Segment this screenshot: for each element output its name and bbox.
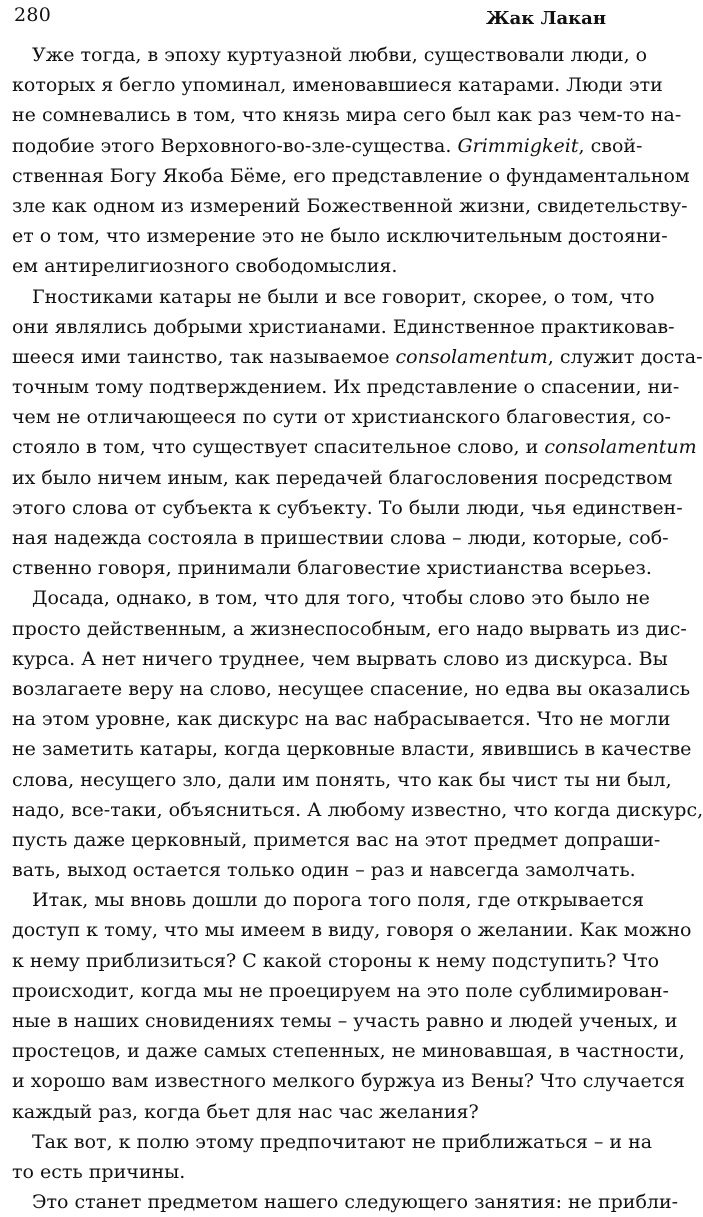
italic-term: consolamentum	[395, 345, 548, 368]
text-segment: подобие этого Верховного-во-зле-существа.	[12, 134, 458, 157]
text-line: то есть причины.	[12, 1160, 186, 1183]
text-segment: стояло в том, что существует спасительное слово, и	[12, 436, 545, 459]
running-head	[14, 4, 606, 34]
text-segment: , служит доста-	[547, 345, 703, 368]
text-line: ственная Богу Якоба Бёме, его представление о фундаментальном	[12, 164, 690, 187]
text-line: пусть даже церковный, примется вас на этот предмет допраши-	[12, 828, 661, 851]
text-line: просто действенным, а жизнеспособным, его надо вырвать из дис-	[12, 617, 687, 640]
text-line: Так вот, к полю этому предпочитают не приближаться – и на	[32, 1130, 653, 1153]
text-line: Это станет предметом нашего следующего занятия: не прибли-	[32, 1191, 679, 1214]
text-line: ные в наших сновидениях темы – участь равно и людей ученых, и	[12, 1010, 678, 1032]
text-line: ная надежда состояла в пришествии слова – люди, которые, соб-	[12, 527, 669, 549]
text-line: Уже тогда, в эпоху куртуазной любви, существовали люди, о	[32, 44, 648, 66]
paragraph	[12, 1187, 679, 1217]
text-line: возлагаете веру на слово, несущее спасение, но едва вы оказались	[12, 677, 691, 700]
text-line: этого слова от субъекта к субъекту. То были люди, чья единствен-	[12, 496, 683, 519]
text-line: простецов, и даже самых степенных, не миновавшая, в частности,	[12, 1040, 685, 1063]
text-line: слова, несущего зло, дали им понять, что как бы чист ты ни был,	[12, 768, 672, 791]
text-line: не сомневались в том, что князь мира сего был как раз чем-то на-	[12, 104, 682, 127]
text-line: происходит, когда мы не проецируем на это поле сублимирован-	[12, 979, 669, 1002]
text-line: и хорошо вам известного мелкого буржуа из Вены? Что случается	[12, 1070, 685, 1093]
text-line	[12, 432, 697, 462]
paragraph	[12, 40, 690, 282]
text-line: их было ничем иным, как передачей благословения посредством	[12, 466, 673, 489]
text-line	[12, 131, 643, 161]
body-text	[12, 40, 703, 1217]
text-line: к нему приблизиться? С какой стороны к нему подступить? Что	[12, 949, 660, 972]
text-line: они являлись добрыми христианами. Единственное практиковав-	[12, 315, 675, 338]
text-line: ем антирелигиозного свободомыслия.	[12, 255, 398, 278]
text-line: чем не отличающееся по сути от христианского благовестия, со-	[12, 406, 671, 429]
page-number: 280	[14, 4, 52, 26]
italic-term: Grimmigkeit	[457, 134, 579, 157]
paragraph	[12, 885, 692, 1127]
text-line: ет о том, что измерение это не было исключительным достояни-	[12, 225, 668, 248]
text-line: не заметить катары, когда церковные власти, явившись в качестве	[12, 738, 692, 761]
text-line: Итак, мы вновь дошли до порога того поля, где открывается	[32, 889, 645, 912]
text-line: зле как одном из измерений Божественной жизни, свидетельству-	[12, 194, 688, 217]
text-line: доступ к тому, что мы имеем в виду, говоря о желании. Как можно	[12, 919, 692, 942]
text-line	[12, 342, 703, 372]
text-line: Гностиками катары не были и все говорит, скорее, о том, что	[32, 285, 655, 308]
running-title: Жак Лакан	[486, 8, 606, 29]
text-segment: , свой-	[578, 134, 643, 157]
paragraph	[12, 282, 703, 584]
paragraph	[12, 1127, 653, 1187]
text-line: точным тому подтверждением. Их представление о спасении, ни-	[12, 376, 680, 399]
italic-term: consolamentum	[544, 436, 697, 459]
text-segment: шееся ими таинство, так называемое	[12, 345, 396, 368]
text-line: вать, выход остается только один – раз и навсегда замолчать.	[12, 859, 636, 882]
text-line: ственно говоря, принимали благовестие христианства всерьез.	[12, 557, 652, 580]
text-line: каждый раз, когда бьет для нас час желания?	[12, 1100, 479, 1123]
text-line: курса. А нет ничего труднее, чем вырвать слово из дискурса. Вы	[12, 647, 668, 670]
text-line: надо, все-таки, объясниться. А любому известно, что когда дискурс,	[12, 798, 703, 821]
text-line: которых я бегло упоминал, именовавшиеся катарами. Люди эти	[12, 74, 663, 97]
text-line: Досада, однако, в том, что для того, чтобы слово это было не	[32, 587, 650, 610]
text-line: на этом уровне, как дискурс на вас набрасывается. Что не могли	[12, 708, 671, 731]
paragraph	[12, 583, 703, 885]
